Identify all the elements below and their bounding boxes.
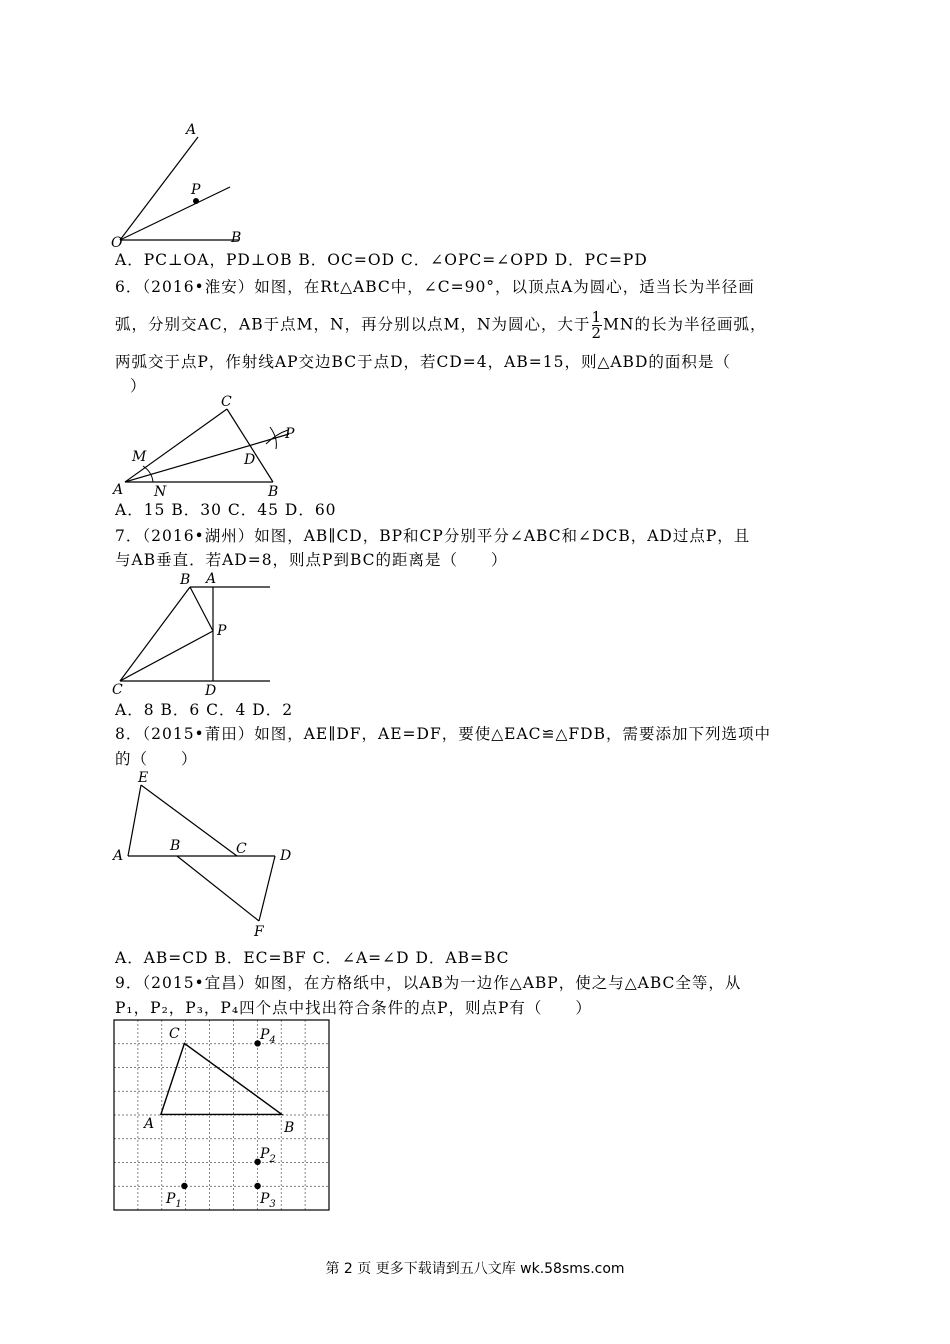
q6-options: A．15 B．30 C．45 D．60 [115,501,337,519]
label-c: C [236,841,247,857]
page-footer: 第 2 页 更多下载请到五八文库 wk.58sms.com [325,1261,625,1277]
label-a: A [144,1116,155,1132]
label-b: B [284,1120,295,1136]
q5-options: A．PC⊥OA，PD⊥OB B．OC=OD C．∠OPC=∠OPD D．PC=PD [115,251,648,269]
label-m: M [132,449,147,465]
label-e: E [138,770,149,786]
label-d: D [244,452,256,468]
label-a: A [206,571,217,587]
q6-line2-pre: 弧，分别交AC，AB于点M，N，再分别以点M，N为圆心，大于 [115,315,591,334]
label-f: F [254,924,264,938]
label-c: C [169,1026,180,1042]
label-b: B [180,572,191,588]
fraction-numerator: 1 [591,308,603,326]
q9-line2: P₁，P₂，P₃，P₄四个点中找出符合条件的点P，则点P有（ ） [115,999,592,1017]
figure-q7-parallel-lines [108,568,278,698]
figure-q8-triangles [108,768,298,938]
label-a: A [186,122,197,138]
q7-line1: 7．（2016•湖州）如图，AB∥CD，BP和CP分别平分∠ABC和∠DCB，AD过点P，且 [115,527,751,545]
label-a: A [113,848,124,864]
label-p: P [285,426,295,442]
label-p2: $P_2$ [260,1146,276,1165]
figure-q6-triangle [108,392,308,500]
label-a: A [113,482,124,498]
point-p1 [181,1183,187,1189]
q8-line2: 的（ ） [115,750,198,768]
label-b: B [268,484,279,500]
q6-line4: ） [130,377,147,395]
label-p3: $P_3$ [260,1191,276,1210]
fraction-half [592,310,603,341]
q7-line2: 与AB垂直．若AD=8，则点P到BC的距离是（ ） [115,551,508,569]
q8-line1: 8．（2015•莆田）如图，AE∥DF，AE=DF，要使△EAC≌△FDB，需要添加下列选项中 [115,725,771,743]
label-o: O [111,235,123,248]
figure-q9-grid [112,1018,332,1214]
triangle-abc [161,1043,282,1114]
label-c: C [112,682,123,698]
label-p: P [191,182,201,198]
label-b: B [231,230,242,246]
label-p: P [217,623,227,639]
label-c: C [221,394,232,410]
q6-line3: 两弧交于点P，作射线AP交边BC于点D，若CD=4，AB=15，则△ABD的面积是（ [115,353,731,371]
q7-options: A．8 B．6 C．4 D．2 [115,701,294,719]
q6-line2 [115,310,767,341]
point-p3 [254,1183,260,1189]
fraction-denominator: 2 [591,324,603,342]
label-d: D [280,848,292,864]
point-p [193,198,199,204]
q9-line1: 9．（2015•宜昌）如图，在方格纸中，以AB为一边作△ABP，使之与△ABC全等，从 [115,974,742,992]
q8-options: A．AB=CD B．EC=BF C．∠A=∠D D．AB=BC [115,949,510,967]
label-d: D [205,683,217,698]
label-n: N [154,484,167,500]
q6-line1: 6．（2016•淮安）如图，在Rt△ABC中，∠C=90°，以顶点A为圆心，适当长为半径画 [115,278,755,296]
figure-angle-bisector [108,118,248,248]
q6-line2-post: MN的长为半径画弧， [603,315,767,334]
label-p1: $P_1$ [166,1191,182,1210]
label-b: B [170,838,181,854]
label-p4: $P_4$ [260,1027,276,1046]
